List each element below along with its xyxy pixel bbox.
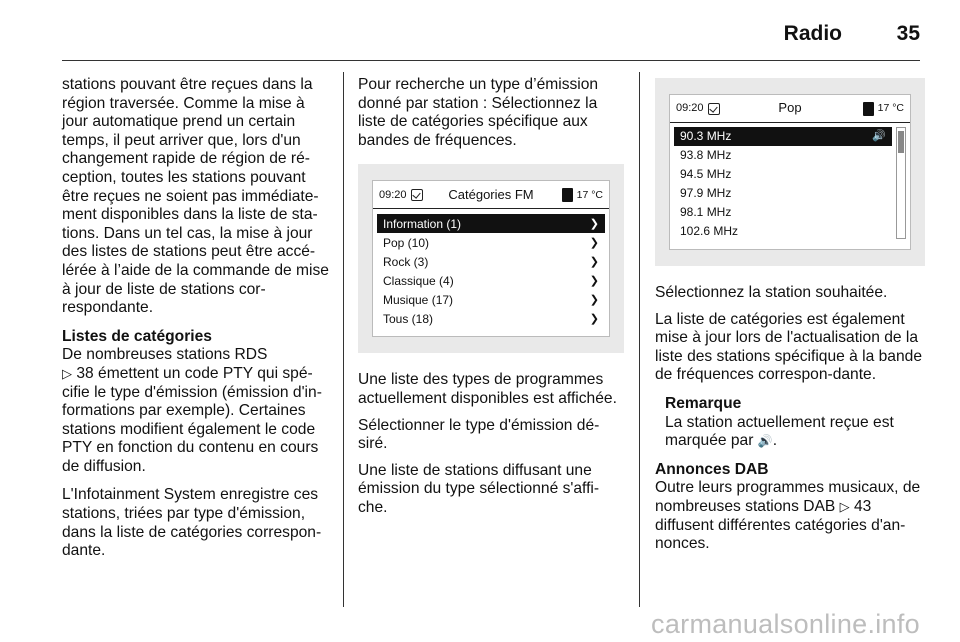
scrollbar[interactable] <box>896 127 906 239</box>
column-2 <box>358 76 624 528</box>
note-heading: Remarque <box>665 394 742 412</box>
thermometer-icon <box>863 102 874 116</box>
list-item-label: 90.3 MHz <box>680 129 732 144</box>
paragraph: Pour recherche un type d’émission donné par station : Sélectionnez la liste de catégories spécifique aux bandes de fréquences. <box>358 76 599 149</box>
subheading-categories: Listes de catégories <box>62 327 212 345</box>
temperature-value: 17 °C <box>877 102 904 115</box>
speaker-icon: 🔊 <box>872 130 886 143</box>
list-item-label: 98.1 MHz <box>680 205 732 220</box>
list-item-label: Classique (4) <box>383 273 454 288</box>
check-icon <box>708 103 720 115</box>
clock: 09:20 <box>676 102 704 115</box>
list-item[interactable] <box>377 214 605 233</box>
text: diffusent différentes catégories d'an-nonces. <box>655 516 906 553</box>
list-item-label: Information (1) <box>383 216 462 231</box>
column-1 <box>62 76 330 571</box>
temperature <box>863 99 904 118</box>
paragraph: Une liste de stations diffusant une émission du type sélectionné s'affi-che. <box>358 461 600 516</box>
text: . <box>772 432 778 450</box>
chevron-right-icon: ❯ <box>589 255 599 268</box>
list-item-label: 93.8 MHz <box>680 148 732 163</box>
reference-arrow-icon: ▷ <box>62 365 72 381</box>
list-item-label: 102.6 MHz <box>680 224 739 239</box>
check-icon <box>411 189 423 201</box>
note-text <box>665 414 925 451</box>
list-item[interactable] <box>377 290 605 309</box>
screen-status-bar <box>670 95 910 123</box>
chevron-right-icon: ❯ <box>589 312 599 325</box>
paragraph: Sélectionnez la station souhaitée. <box>655 284 888 301</box>
screen-status-bar <box>373 181 609 209</box>
watermark: carmanualsonline.info <box>651 609 920 639</box>
subheading-dab: Annonces DAB <box>655 460 769 478</box>
chevron-right-icon: ❯ <box>589 217 599 230</box>
chevron-right-icon: ❯ <box>589 274 599 287</box>
list-item[interactable] <box>674 127 892 146</box>
figure-fm-categories <box>358 164 624 353</box>
paragraph: Une liste des types de programmes actuellement disponibles est affichée. <box>358 371 617 407</box>
list-item[interactable] <box>377 252 605 271</box>
note-box <box>665 395 925 451</box>
list-item-label: Rock (3) <box>383 254 429 269</box>
temperature <box>562 186 603 205</box>
chevron-right-icon: ❯ <box>589 293 599 306</box>
list-item[interactable] <box>674 203 892 222</box>
paragraph: stations pouvant être reçues dans la région traversée. Comme la mise à jour automatique prend un certain temps, il peut arriver que, lors d'un changement rapide de région de ré-ception, toutes les stations pouvant être reçues ne soient pas immédiate-ment disponibles dans la liste de sta-tions. Dans un tel cas, la mise à jour des listes de stations peut être accé-lérée à l’aide de la commande de mise à jour de liste de stations cor-respondante. <box>62 76 329 317</box>
section-title: Radio <box>783 22 842 45</box>
list-item[interactable] <box>674 222 892 241</box>
column-divider-2 <box>639 72 640 607</box>
list-item[interactable] <box>674 146 892 165</box>
list-item-label: 94.5 MHz <box>680 167 732 182</box>
screen-title: Catégories FM <box>448 186 534 202</box>
list-item[interactable] <box>377 271 605 290</box>
list-item-label: Tous (18) <box>383 311 434 326</box>
paragraph <box>655 479 925 553</box>
station-rows <box>674 127 892 241</box>
page-header <box>0 0 960 62</box>
paragraph: La liste de catégories est également mise à jour lors de l'actualisation de la liste des stations spécifique à la bande de fréquences correspon-dante. <box>655 310 922 384</box>
screen-title: Pop <box>778 100 802 116</box>
text: Outre leurs programmes musicaux, de nombreuses stations DAB <box>655 479 921 515</box>
list-item-label: Musique (17) <box>383 292 454 307</box>
paragraph: L'Infotainment System enregistre ces stations, triées par type d'émission, dans la liste de catégories correspon-dante. <box>62 486 322 560</box>
temperature-value: 17 °C <box>576 188 603 201</box>
list-item[interactable] <box>377 233 605 252</box>
column-3 <box>655 76 925 564</box>
reference-arrow-icon: ▷ <box>839 498 850 514</box>
clock: 09:20 <box>379 188 407 201</box>
text: De nombreuses stations RDS <box>62 346 268 364</box>
figure-pop-stations <box>655 78 925 266</box>
thermometer-icon <box>562 188 573 202</box>
paragraph <box>62 346 330 476</box>
list-item[interactable] <box>674 165 892 184</box>
text: émettent un code PTY qui spé-cifie le type d'émission (émission d'in-formations par exemple). Certaines stations modifient également le code PTY en fonction du contenu en cours de diffusion. <box>62 364 322 475</box>
paragraph: Sélectionner le type d'émission dé-siré. <box>358 416 600 453</box>
display-screen <box>669 94 911 250</box>
page-number: 35 <box>896 22 920 45</box>
speaker-icon: 🔊 <box>757 434 773 449</box>
header-rule <box>62 60 920 61</box>
chevron-right-icon: ❯ <box>589 236 599 249</box>
list-item-label: 97.9 MHz <box>680 186 732 201</box>
page-reference: 43 <box>853 497 872 515</box>
list-item[interactable] <box>377 309 605 328</box>
station-list <box>670 123 910 249</box>
display-screen <box>372 180 610 337</box>
page-reference: 38 <box>76 364 94 382</box>
list-item-label: Pop (10) <box>383 235 430 250</box>
scrollbar-thumb[interactable] <box>898 131 904 153</box>
list-item[interactable] <box>674 184 892 203</box>
column-divider-1 <box>343 72 344 607</box>
category-list <box>373 209 609 336</box>
text: La station actuellement reçue est marquée par <box>665 413 894 450</box>
